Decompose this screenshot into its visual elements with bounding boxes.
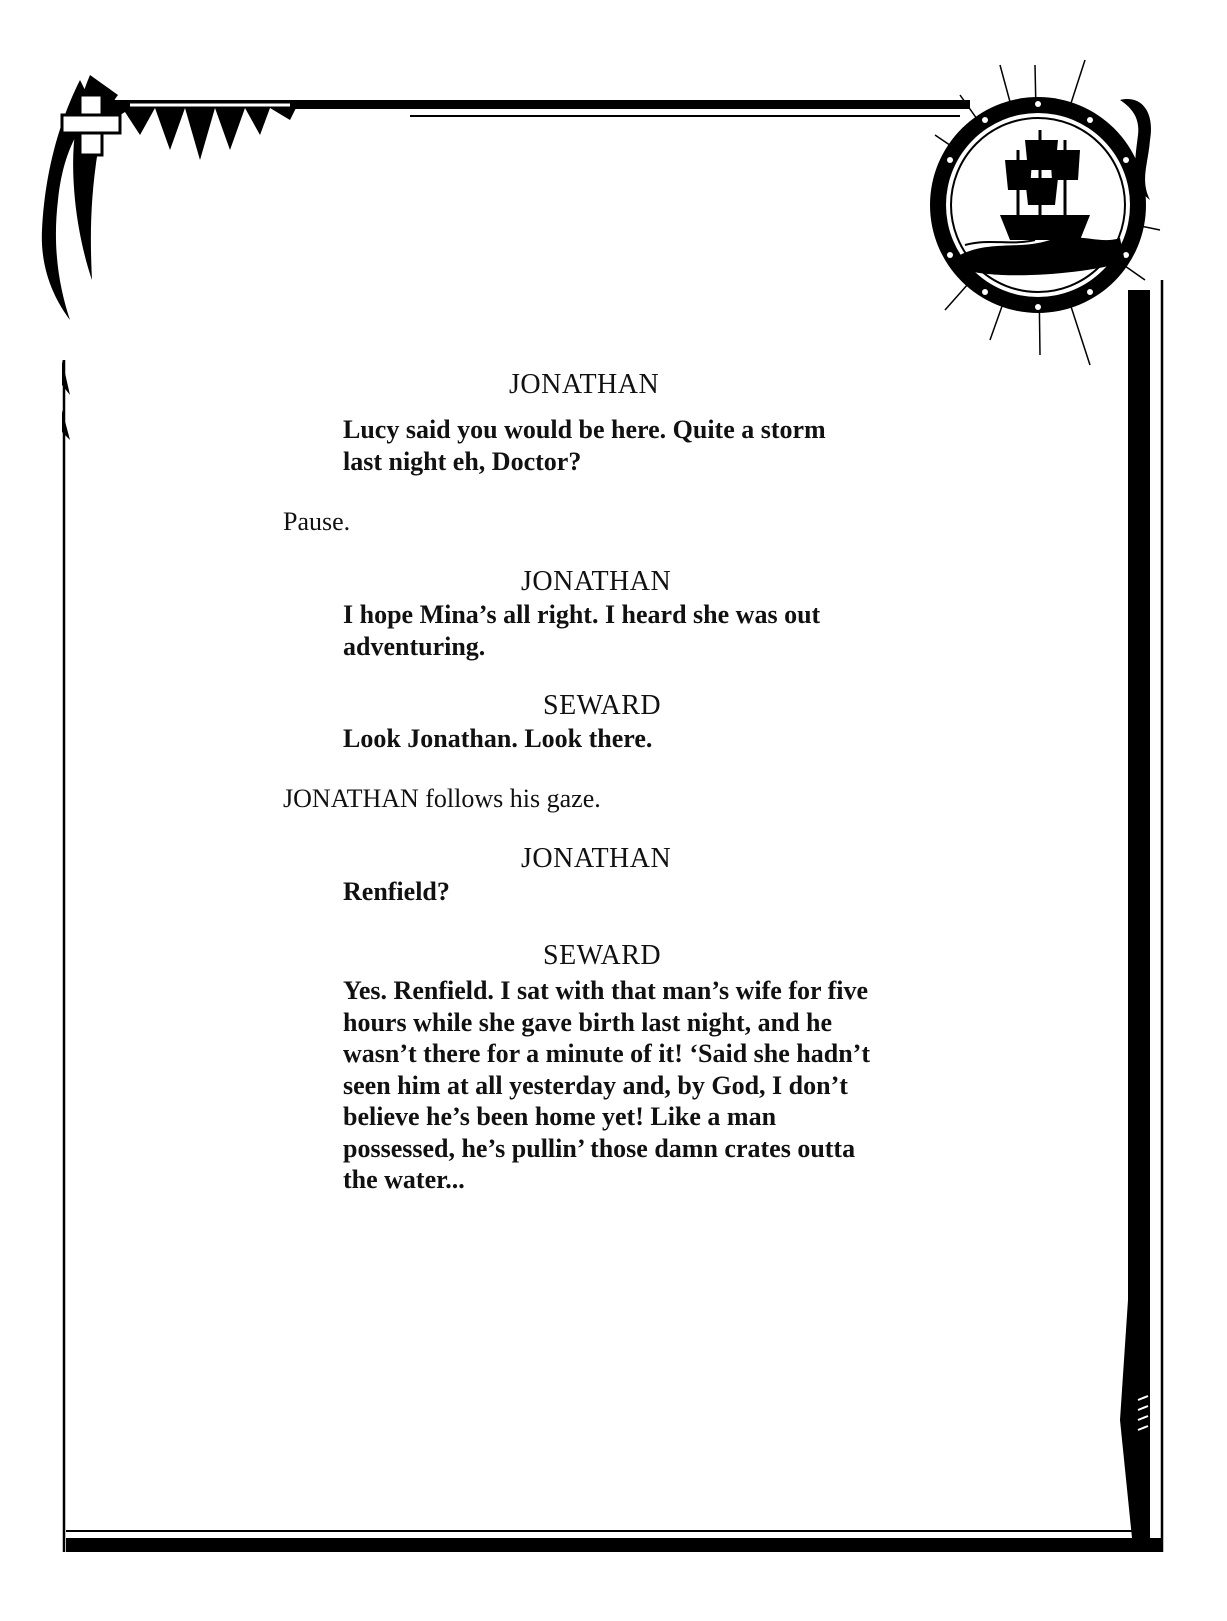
dialogue-line: wasn’t there for a minute of it! ‘Said she hadn’t (343, 1039, 870, 1068)
dialogue-line: I hope Mina’s all right. I heard she was out (343, 600, 821, 629)
speaker-name: SEWARD (543, 690, 662, 721)
speaker-name: JONATHAN (521, 843, 672, 874)
dialogue-line: possessed, he’s pullin’ those damn crates outta (343, 1133, 856, 1163)
dialogue-line: last night eh, Doctor? (343, 446, 582, 476)
dialogue-text (343, 599, 943, 662)
speaker-name: JONATHAN (521, 566, 672, 597)
dialogue-line: Yes. Renfield. I sat with that man’s wife for five (343, 976, 869, 1005)
dialogue-line: Look Jonathan. Look there. (343, 724, 653, 753)
dialogue-line: adventuring. (343, 631, 486, 661)
dialogue-text (343, 414, 943, 477)
dialogue-text (343, 723, 943, 755)
speaker-name: SEWARD (543, 940, 662, 971)
dialogue-line: Renfield? (343, 877, 450, 906)
bottom-border-bar (66, 1538, 1162, 1552)
dialogue-line: believe he’s been home yet! Like a man (343, 1102, 777, 1131)
dialogue-text (343, 876, 943, 908)
dialogue-line: the water... (343, 1165, 465, 1194)
action-text: JONATHAN follows his gaze. (283, 784, 601, 813)
dialogue-line: hours while she gave birth last night, and he (343, 1007, 833, 1037)
right-border-bar (1120, 290, 1150, 1538)
dialogue-text (343, 975, 943, 1196)
dialogue-line: Lucy said you would be here. Quite a storm (343, 415, 826, 444)
dialogue-line: seen him at all yesterday and, by God, I don’t (343, 1070, 848, 1100)
speaker-name: JONATHAN (509, 369, 660, 400)
action-text: Pause. (283, 507, 351, 536)
top-border-bar (280, 100, 970, 109)
